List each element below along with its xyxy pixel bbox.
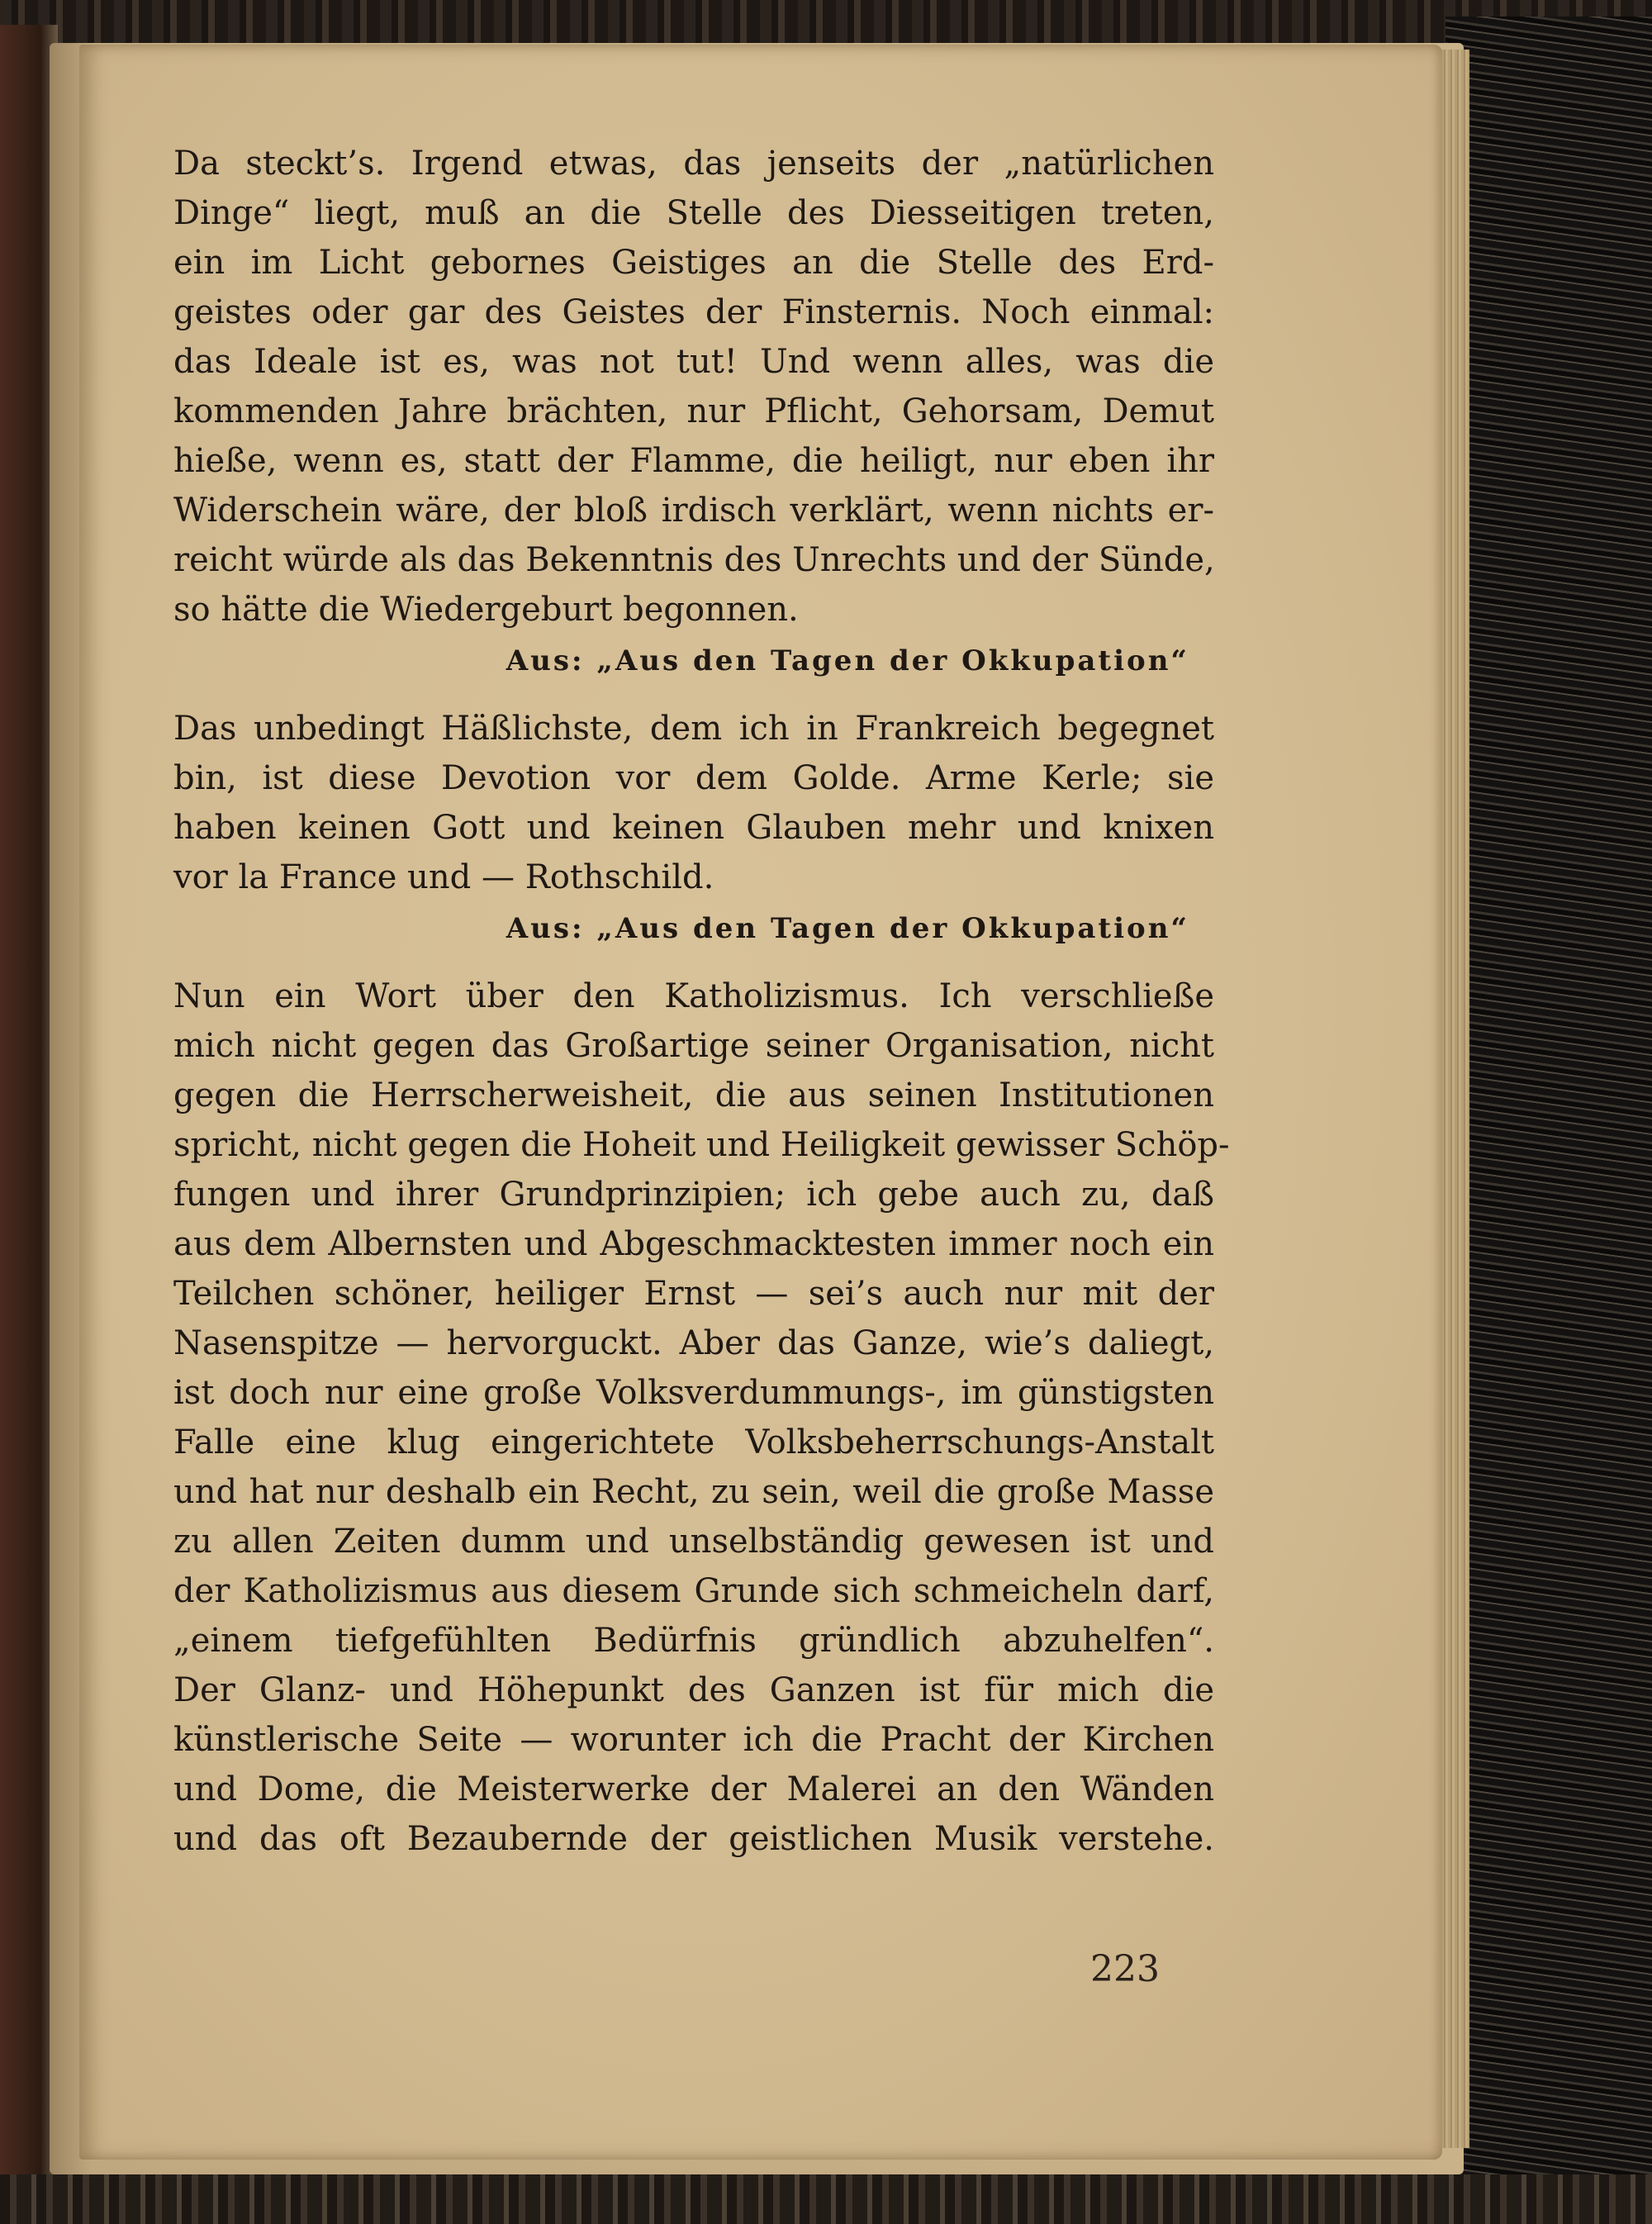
text-line: zu allen Zeiten dumm und unselbständig gewesen ist und (173, 1523, 1214, 1561)
text-line: Widerschein wäre, der bloß irdisch verklärt, wenn nichts er- (173, 492, 1214, 530)
paragraph-2 (173, 704, 1214, 955)
text-line: Das unbedingt Häßlichste, dem ich in Frankreich begegnet (173, 710, 1214, 748)
source-citation: Aus: „Aus den Tagen der Okkupation“ (506, 644, 1189, 677)
text-line: spricht, nicht gegen die Hoheit und Heiligkeit gewisser Schöp- (173, 1126, 1230, 1164)
page-text (173, 139, 1230, 1864)
source-citation: Aus: „Aus den Tagen der Okkupation“ (506, 912, 1189, 945)
text-line: ein im Licht gebornes Geistiges an die Stelle des Erd- (173, 244, 1214, 282)
text-line: Nun ein Wort über den Katholizismus. Ich verschließe (173, 977, 1214, 1015)
text-line: bin, ist diese Devotion vor dem Golde. Arme Kerle; sie (173, 759, 1214, 797)
text-line: geistes oder gar des Geistes der Finsternis. Noch einmal: (173, 293, 1214, 331)
text-line: der Katholizismus aus diesem Grunde sich schmeicheln darf, (173, 1572, 1214, 1610)
text-line: das Ideale ist es, was not tut! Und wenn alles, was die (173, 343, 1214, 381)
text-line: und Dome, die Meisterwerke der Malerei an den Wänden (173, 1770, 1214, 1808)
text-line: und hat nur deshalb ein Recht, zu sein, weil die große Masse (173, 1473, 1214, 1511)
text-line: fungen und ihrer Grundprinzipien; ich gebe auch zu, daß (173, 1176, 1214, 1214)
text-line: Der Glanz- und Höhepunkt des Ganzen ist für mich die (173, 1671, 1214, 1709)
paragraph-1 (173, 139, 1214, 687)
text-line: Dinge“ liegt, muß an die Stelle des Diesseitigen treten, (173, 194, 1214, 232)
text-line: ist doch nur eine große Volksverdummungs-, im günstigsten (173, 1374, 1214, 1412)
text-line: und das oft Bezaubernde der geistlichen Musik verstehe. (173, 1820, 1214, 1858)
paragraph-gap (173, 687, 1214, 704)
paragraph-3 (173, 972, 1230, 1864)
page-stack-edge (1441, 50, 1469, 2148)
page-number: 223 (1090, 1948, 1160, 1990)
paragraph-gap (173, 955, 1214, 972)
text-line: mich nicht gegen das Großartige seiner Organisation, nicht (173, 1027, 1214, 1065)
text-line: reicht würde als das Bekenntnis des Unrechts und der Sünde, (173, 541, 1215, 579)
text-line: aus dem Albernsten und Abgeschmacktesten immer noch ein (173, 1225, 1214, 1263)
text-line: kommenden Jahre brächten, nur Pflicht, Gehorsam, Demut (173, 392, 1214, 430)
text-line: haben keinen Gott und keinen Glauben mehr und knixen (173, 809, 1214, 847)
binding-bottom-edge (0, 2174, 1652, 2224)
text-line: Teilchen schöner, heiliger Ernst — sei’s auch nur mit der (173, 1275, 1214, 1313)
text-line: Falle eine klug eingerichtete Volksbeherrschungs-Anstalt (173, 1423, 1214, 1461)
text-line: Da steckt’s. Irgend etwas, das jenseits der „natürlichen (173, 145, 1214, 183)
text-line: Nasenspitze — hervorguckt. Aber das Ganze, wie’s daliegt, (173, 1324, 1214, 1362)
text-line: „einem tiefgefühlten Bedürfnis gründlich abzuhelfen“. (173, 1622, 1214, 1660)
leather-cover-right (1446, 17, 1652, 2214)
text-line: gegen die Herrscherweisheit, die aus seinen Institutionen (173, 1076, 1214, 1114)
text-line: künstlerische Seite — worunter ich die Pracht der Kirchen (173, 1721, 1214, 1759)
text-line: hieße, wenn es, statt der Flamme, die heiligt, nur eben ihr (173, 442, 1214, 480)
text-line: vor la France und — Rothschild. (173, 858, 714, 896)
text-line: so hätte die Wiedergeburt begonnen. (173, 591, 799, 629)
